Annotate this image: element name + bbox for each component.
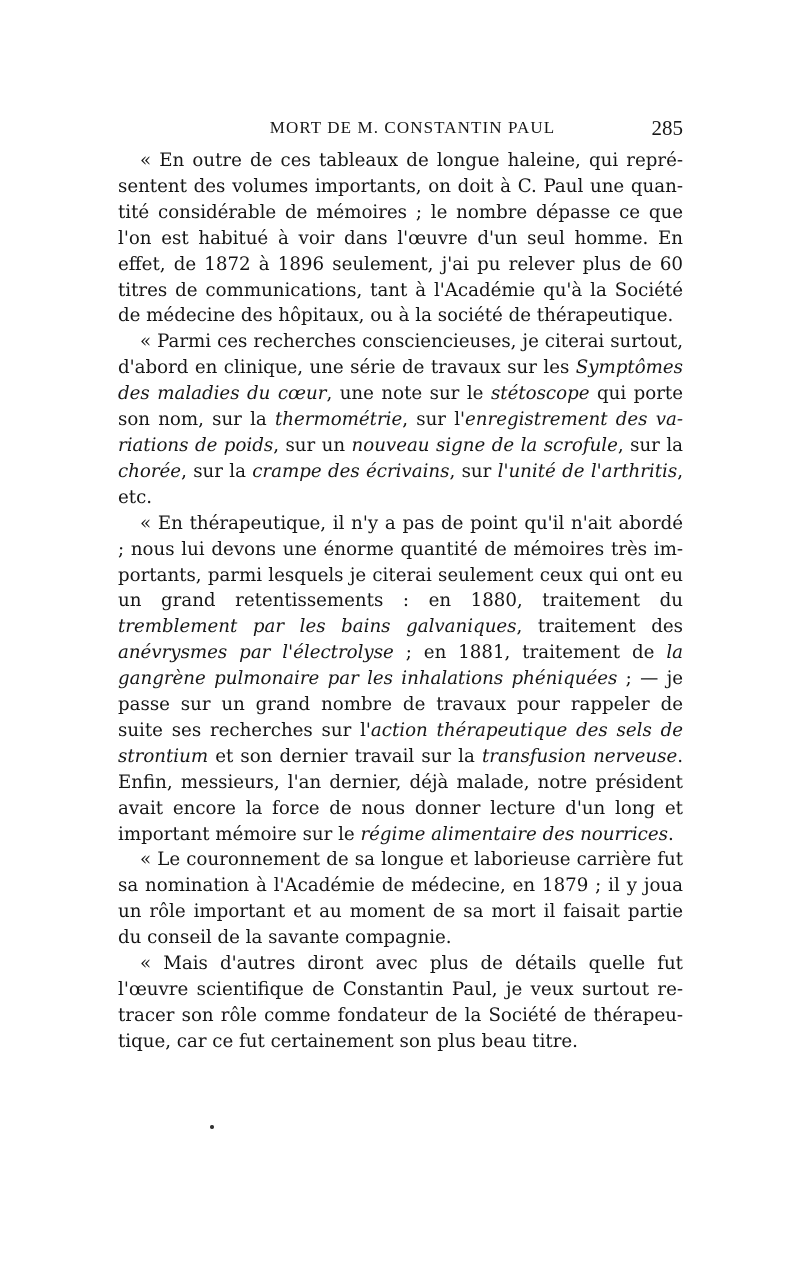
text-run: et son dernier travail sur la — [208, 745, 482, 767]
running-title: MORT DE M. CONSTANTIN PAUL — [269, 118, 556, 137]
italic-phrase: crampe des écrivains — [252, 460, 450, 482]
italic-phrase: action thérapeutique des sels de strontium — [118, 719, 683, 767]
body-text — [118, 148, 683, 1055]
italic-phrase: tremblement par les bains galvaniques — [118, 616, 517, 638]
scan-speck — [210, 1125, 214, 1129]
paragraph-2 — [118, 329, 683, 510]
italic-phrase: Symptômes des maladies du cœur — [118, 357, 683, 405]
text-run: . — [667, 823, 674, 845]
text-run: . Enfin, messieurs, l'an dernier, déjà malade, notre président avait encore la force de nous donner lecture d'un long et important mémoire sur le — [118, 745, 684, 845]
italic-phrase: nouveau signe de la scrofule — [351, 434, 618, 456]
italic-phrase: la gangrène pulmonaire par les inhalations phéniquées — [118, 642, 683, 690]
page-number: 285 — [651, 116, 683, 140]
italic-phrase: thermométrie — [274, 409, 403, 431]
text-run: , sur — [449, 460, 498, 482]
text-run: , sur la — [617, 434, 683, 456]
text-run: , sur l' — [402, 409, 466, 431]
text-run: « En outre de ces tableaux de longue haleine, qui représentent des volumes importants, on doit à C. Paul une quantité considérable de mémoires ; le nombre dépasse ce que l'on est habitué à voir dans l'œuvre d'un seul homme. En effet, de 1872 à 1896 seulement, j'ai pu relever plus de 60 titres de communications, tant à l'Académie qu'à la Société de médecine des hôpitaux, ou à la société de thérapeutique. — [118, 150, 683, 327]
text-run: ; en 1881, traitement de — [393, 642, 667, 664]
text-run: « Parmi ces recherches consciencieuses, je citerai surtout, d'abord en clinique, une série de travaux sur les — [118, 331, 683, 379]
italic-phrase: l'unité de l'arthritis — [497, 460, 678, 482]
italic-phrase: régime alimentaire des nourrices — [360, 823, 668, 845]
text-run: , etc. — [118, 460, 683, 508]
paragraph-4 — [118, 847, 683, 951]
paragraph-3 — [118, 511, 683, 848]
italic-phrase: transfusion nerveuse — [481, 745, 678, 767]
running-head — [118, 113, 683, 143]
text-run: , traitement des — [516, 616, 683, 638]
paragraph-5 — [118, 951, 683, 1055]
italic-phrase: enregistrement des variations de poids — [118, 409, 684, 456]
italic-phrase: chorée — [118, 460, 182, 482]
text-run: , une note sur le — [326, 383, 491, 405]
italic-phrase: stétoscope — [490, 383, 590, 405]
paragraph-1 — [118, 148, 683, 329]
text-run: « Mais d'autres diront avec plus de détails quelle fut l'œuvre scientifique de Constantin Paul, je veux surtout retracer son rôle comme fondateur de la Société de thérapeutique, car ce fut certainement son plus beau titre. — [118, 953, 683, 1052]
text-run: , sur la — [181, 460, 253, 482]
text-run: , sur un — [273, 434, 352, 456]
text-run: « Le couronnement de sa longue et laborieuse carrière fut sa nomination à l'Académie de médecine, en 1879 ; il y joua un rôle important et au moment de sa mort il faisait partie du conseil de la savante compagnie. — [118, 849, 683, 949]
text-run: « En thérapeutique, il n'y a pas de point qu'il n'ait abordé ; nous lui devons une énorme quantité de mémoires très importants, parmi lesquels je citerai seulement ceux qui ont eu un grand retentissements : en 1880, traitement du — [118, 512, 683, 612]
italic-phrase: anévrysmes par l'électrolyse — [118, 642, 394, 664]
text-run: qui porte son nom, sur la — [118, 383, 683, 431]
text-run: ; — je passe sur un grand nombre de travaux pour rappeler de suite ses recherches sur l' — [118, 668, 684, 741]
